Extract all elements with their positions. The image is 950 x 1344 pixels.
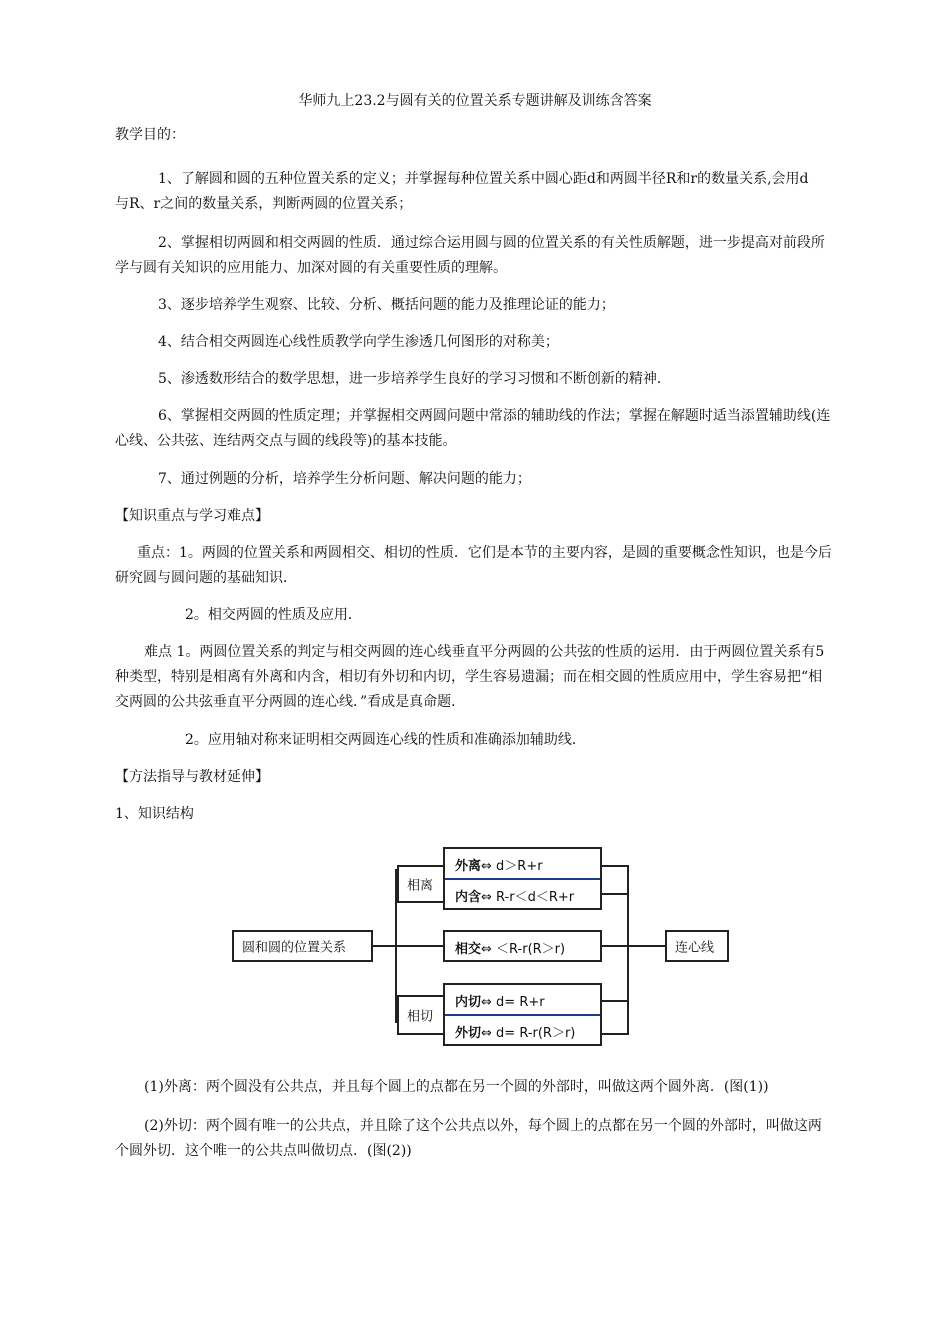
waiqie-name: 外切: [455, 1026, 482, 1041]
knowledge-structure-diagram: [230, 843, 735, 1048]
neihan-relation: ⇔ R-r＜d＜R+r: [481, 890, 575, 905]
right-connector-4: [602, 1000, 629, 1002]
intersect-connector: [397, 945, 443, 947]
waili-relation: ⇔ d＞R+r: [481, 859, 543, 874]
objective-6-line-1: 6、掌握相交两圆的性质定理；并掌握相交两圆问题中常添的辅助线的作法；掌握在解题时适当添置辅助线(连: [158, 408, 831, 424]
right-vertical-connector: [627, 865, 629, 1035]
objective-6-line-2: 心线、公共弦、连结两交点与圆的线段等)的基本技能。: [115, 433, 457, 449]
difficulty-1-line-2: 种类型，特别是相离有外离和内含，相切有外切和内切，学生容易遗漏；而在相交圆的性质应用中，学生容易把“相: [115, 669, 823, 685]
separate-divider: [445, 878, 600, 880]
intersect-box: [443, 930, 602, 962]
tangent-label: 相切: [407, 1009, 434, 1025]
difficulty-2: 2。应用轴对称来证明相交两圆连心线的性质和准确添加辅助线．: [185, 732, 586, 748]
right-connector-3: [602, 945, 665, 947]
neihan-row: [455, 886, 574, 905]
waiqie-row: [455, 1022, 575, 1041]
section-heading-key-points: 【知识重点与学习难点】: [115, 508, 269, 524]
knowledge-structure-heading: 1、知识结构: [115, 806, 194, 822]
objectives-heading: 教学目的：: [115, 127, 185, 143]
objective-3: 3、逐步培养学生观察、比较、分析、概括问题的能力及推理论证的能力；: [158, 297, 615, 313]
lianxin-box: [665, 930, 729, 962]
difficulty-1-line-1: 难点 1。两圆位置关系的判定与相交两圆的连心线垂直平分两圆的公共弦的性质的运用．由于两圆位置关系有5: [144, 644, 825, 660]
objective-2-line-1: 2、掌握相切两圆和相交两圆的性质．通过综合运用圆与圆的位置关系的有关性质解题，进一步提高对前段所: [158, 235, 825, 251]
separate-label: 相离: [407, 878, 434, 894]
neihan-name: 内含: [455, 890, 482, 905]
objective-5: 5、渗透数形结合的数学思想，进一步培养学生良好的学习习惯和不断创新的精神．: [158, 371, 671, 387]
xiangjiao-row: [455, 938, 565, 957]
objective-1-line-1: 1、了解圆和圆的五种位置关系的定义；并掌握每种位置关系中圆心距d和两圆半径R和r的数量关系,会用d: [158, 171, 809, 187]
neiqie-name: 内切: [455, 995, 482, 1010]
right-connector-2: [602, 893, 629, 895]
lianxin-label: 连心线: [675, 940, 715, 956]
definition-1: (1)外离：两个圆没有公共点，并且每个圆上的点都在另一个圆的外部时，叫做这两个圆外离．(图(1)): [144, 1079, 769, 1095]
tangent-divider: [445, 1014, 600, 1016]
key-point-1-line-1: 重点：1。两圆的位置关系和两圆相交、相切的性质．它们是本节的主要内容，是圆的重要概念性知识，也是今后: [137, 545, 832, 561]
tangent-box: [397, 995, 445, 1035]
definition-2-line-2: 个圆外切．这个唯一的公共点叫做切点．(图(2)): [115, 1143, 412, 1159]
neiqie-relation: ⇔ d= R+r: [481, 995, 545, 1010]
document-title: 华师九上23.2与圆有关的位置关系专题讲解及训练含答案: [298, 93, 652, 109]
key-point-1-line-2: 研究圆与圆问题的基础知识．: [115, 570, 297, 586]
definition-2-line-1: (2)外切：两个圆有唯一的公共点，并且除了这个公共点以外，每个圆上的点都在另一个圆的外部时，叫做这两: [144, 1118, 822, 1134]
separate-detail-box: [443, 847, 602, 910]
waili-name: 外离: [455, 859, 482, 874]
tangent-detail-box: [443, 983, 602, 1046]
objective-7: 7、通过例题的分析，培养学生分析问题、解决问题的能力；: [158, 471, 531, 487]
objective-1-line-2: 与R、r之间的数量关系，判断两圆的位置关系；: [115, 196, 413, 212]
right-connector-1: [602, 865, 629, 867]
difficulty-1-line-3: 交两圆的公共弦垂直平分两圆的连心线．”看成是真命题．: [115, 694, 466, 710]
section-heading-method: 【方法指导与教材延伸】: [115, 769, 269, 785]
xiangjiao-relation: ⇔ ＜R-r(R＞r): [481, 942, 566, 957]
objective-2-line-2: 学与圆有关知识的应用能力、加深对圆的有关重要性质的理解。: [115, 260, 507, 276]
key-point-2: 2。相交两圆的性质及应用．: [185, 607, 362, 623]
right-connector-5: [602, 1033, 629, 1035]
xiangjiao-name: 相交: [455, 942, 482, 957]
separate-box: [397, 865, 445, 903]
root-box: [232, 930, 373, 962]
waiqie-relation: ⇔ d= R-r(R＞r): [481, 1026, 576, 1041]
waili-row: [455, 855, 543, 874]
root-label: 圆和圆的位置关系: [242, 940, 347, 956]
root-connector: [373, 945, 397, 947]
objective-4: 4、结合相交两圆连心线性质教学向学生渗透几何图形的对称美；: [158, 334, 559, 350]
neiqie-row: [455, 991, 545, 1010]
